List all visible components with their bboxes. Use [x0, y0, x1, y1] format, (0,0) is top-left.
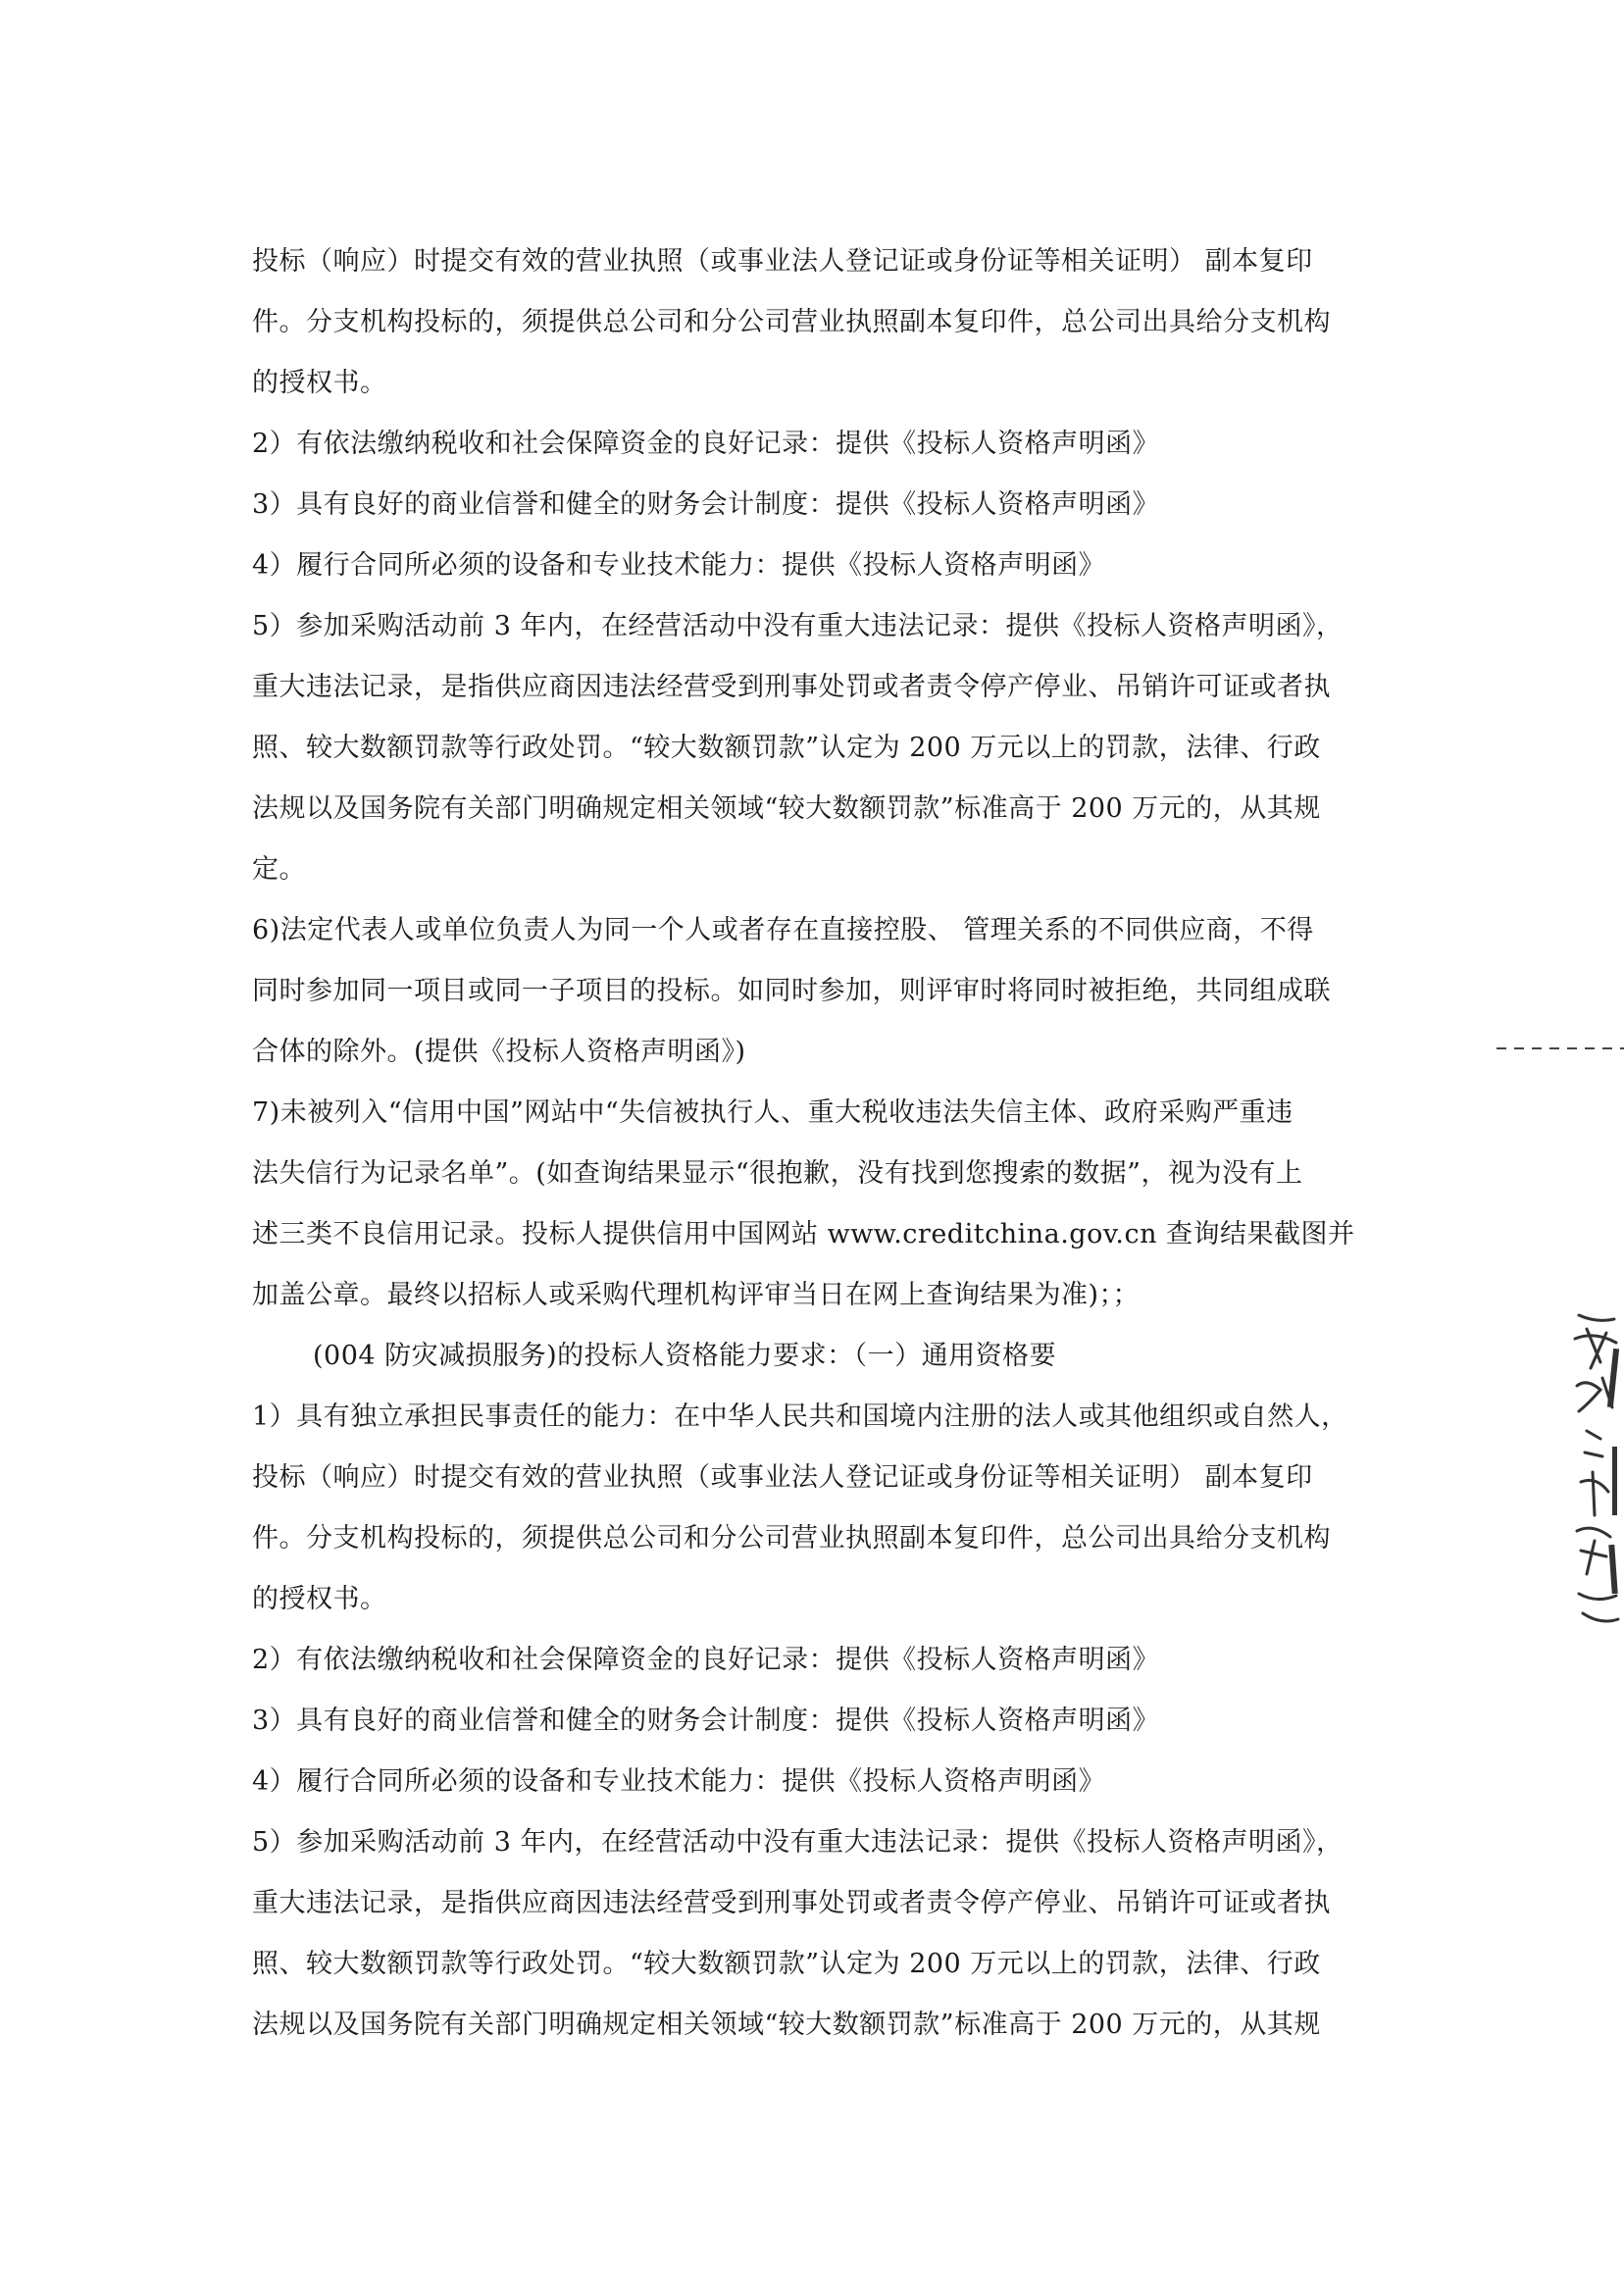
text-line: 的授权书。 — [252, 368, 387, 398]
text-line: 投标（响应）时提交有效的营业执照（或事业法人登记证或身份证等相关证明） 副本复印 — [252, 246, 1313, 277]
document-body — [252, 231, 1380, 2056]
text-line: 3）具有良好的商业信誉和健全的财务会计制度：提供《投标人资格声明函》 — [252, 489, 1160, 520]
text-line: 1）具有独立承担民事责任的能力：在中华人民共和国境内注册的法人或其他组织或自然人， — [252, 1401, 1348, 1432]
text-line: 7)未被列入“信用中国”网站中“失信被执行人、重大税收违法失信主体、政府采购严重违 — [252, 1097, 1294, 1128]
text-line: 件。分支机构投标的，须提供总公司和分公司营业执照副本复印件，总公司出具给分支机构 — [252, 1523, 1331, 1554]
text-line: 投标（响应）时提交有效的营业执照（或事业法人登记证或身份证等相关证明） 副本复印 — [252, 1462, 1313, 1493]
section-heading: (004 防灾减损服务)的投标人资格能力要求：（一）通用资格要 — [313, 1341, 1057, 1371]
text-line: 加盖公章。最终以招标人或采购代理机构评审当日在网上查询结果为准)；； — [252, 1280, 1141, 1310]
text-line: 照、较大数额罚款等行政处罚。“较大数额罚款”认定为 200 万元以上的罚款，法律、行政 — [252, 733, 1321, 763]
text-line: 的授权书。 — [252, 1584, 387, 1614]
text-line: 重大违法记录，是指供应商因违法经营受到刑事处罚或者责令停产停业、吊销许可证或者执 — [252, 1888, 1331, 1918]
text-line: 法规以及国务院有关部门明确规定相关领域“较大数额罚款”标准高于 200 万元的，从其规 — [252, 2010, 1321, 2040]
text-line: 照、较大数额罚款等行政处罚。“较大数额罚款”认定为 200 万元以上的罚款，法律、行政 — [252, 1949, 1321, 1979]
text-line: 重大违法记录，是指供应商因违法经营受到刑事处罚或者责令停产停业、吊销许可证或者执 — [252, 672, 1331, 702]
text-line: 3）具有良好的商业信誉和健全的财务会计制度：提供《投标人资格声明函》 — [252, 1706, 1160, 1736]
seal-stamp — [1557, 1309, 1624, 1633]
seal-stamp-graphic — [1557, 1309, 1624, 1633]
text-line: 述三类不良信用记录。投标人提供信用中国网站 www.creditchina.gov.cn 查询结果截图并 — [252, 1219, 1355, 1249]
text-line: 法失信行为记录名单”。(如查询结果显示“很抱歉，没有找到您搜索的数据”，视为没有上 — [252, 1158, 1303, 1189]
text-line: 同时参加同一项目或同一子项目的投标。如同时参加，则评审时将同时被拒绝，共同组成联 — [252, 976, 1331, 1006]
text-line: 6)法定代表人或单位负责人为同一个人或者存在直接控股、 管理关系的不同供应商，不得 — [252, 915, 1314, 945]
text-line: 5）参加采购活动前 3 年内，在经营活动中没有重大违法记录：提供《投标人资格声明函》， — [252, 1827, 1344, 1858]
text-line: 2）有依法缴纳税收和社会保障资金的良好记录：提供《投标人资格声明函》 — [252, 1645, 1160, 1675]
text-line: 4）履行合同所必须的设备和专业技术能力：提供《投标人资格声明函》 — [252, 550, 1106, 581]
text-line: 4）履行合同所必须的设备和专业技术能力：提供《投标人资格声明函》 — [252, 1766, 1106, 1797]
text-line: 2）有依法缴纳税收和社会保障资金的良好记录：提供《投标人资格声明函》 — [252, 429, 1160, 459]
text-line: 5）参加采购活动前 3 年内，在经营活动中没有重大违法记录：提供《投标人资格声明函》， — [252, 611, 1344, 641]
text-line: 件。分支机构投标的，须提供总公司和分公司营业执照副本复印件，总公司出具给分支机构 — [252, 307, 1331, 337]
text-line: 定。 — [252, 854, 306, 885]
text-line: 合体的除外。(提供《投标人资格声明函》) — [252, 1037, 746, 1067]
scan-edge-mark — [1497, 1047, 1624, 1049]
text-line: 法规以及国务院有关部门明确规定相关领域“较大数额罚款”标准高于 200 万元的，从其规 — [252, 793, 1321, 824]
